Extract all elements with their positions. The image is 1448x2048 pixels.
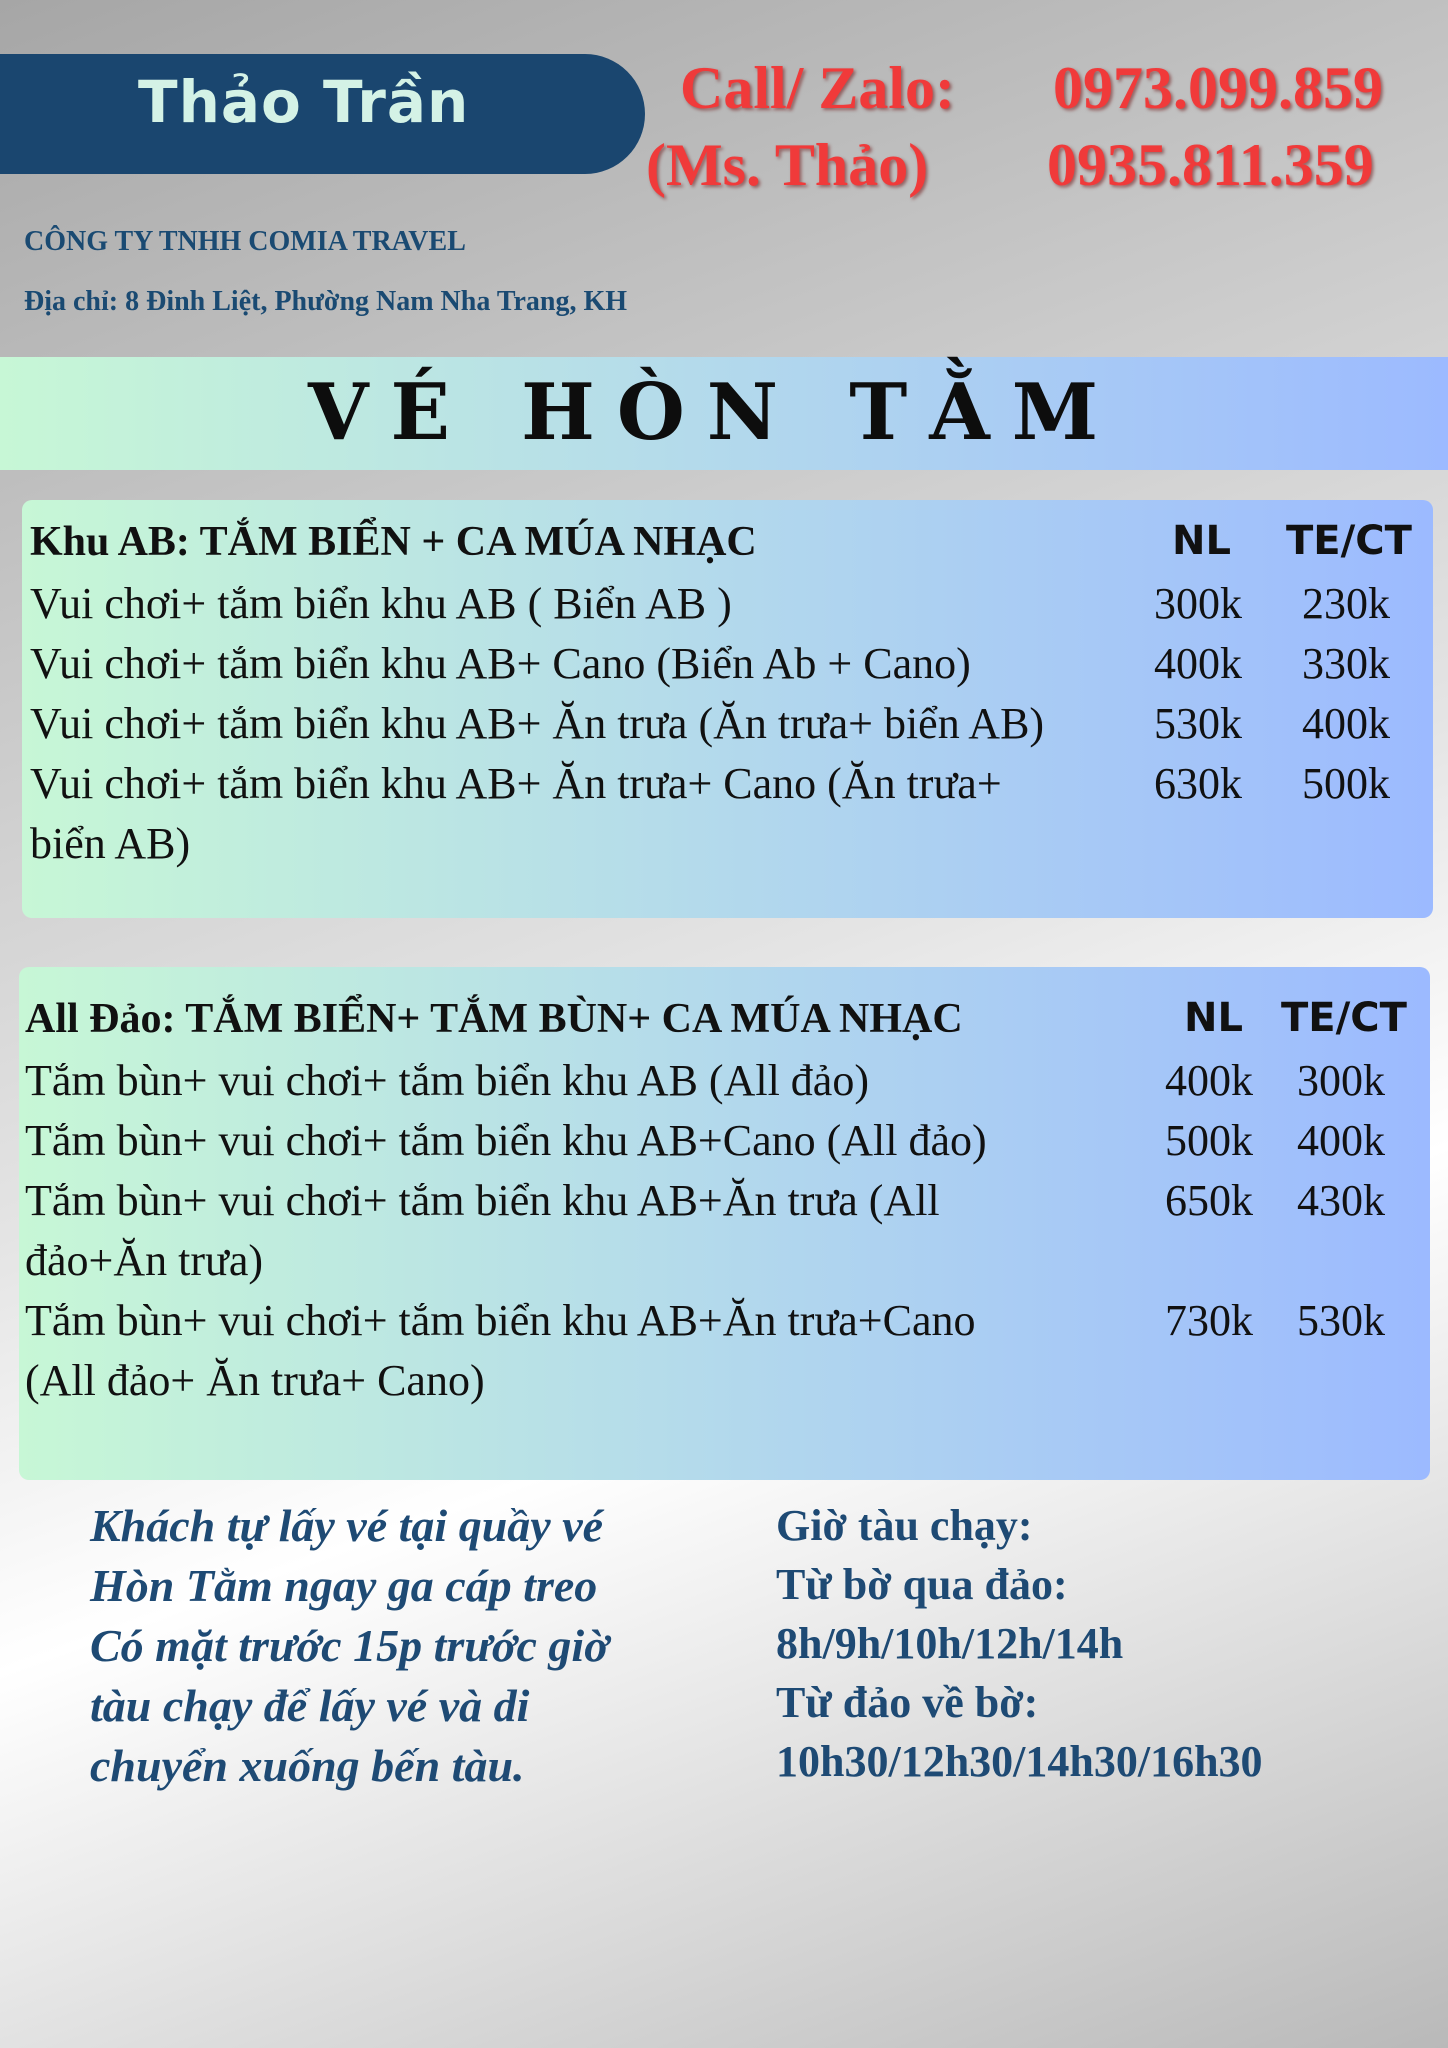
row-description-cont: (All đảo+ Ăn trưa+ Cano)	[25, 1356, 485, 1405]
price-panel-ab	[22, 500, 1433, 918]
price-panel-all-dao	[19, 967, 1430, 1480]
table-row	[19, 1175, 1430, 1235]
price-te: 430k	[1297, 1176, 1385, 1225]
table-header-ab	[22, 518, 1433, 578]
price-nl: 650k	[1165, 1176, 1253, 1225]
phone-number-1[interactable]: 0973.099.859	[1053, 55, 1383, 121]
company-address: Địa chỉ: 8 Đinh Liệt, Phường Nam Nha Trang, KH	[24, 286, 627, 317]
row-description: Vui chơi+ tắm biển khu AB+ Ăn trưa+ Cano (Ăn trưa+	[30, 759, 1002, 808]
outbound-label: Từ bờ qua đảo:	[776, 1560, 1068, 1609]
schedule-title: Giờ tàu chạy:	[776, 1501, 1033, 1550]
row-description: Tắm bùn+ vui chơi+ tắm biển khu AB+Ăn trưa (All	[25, 1176, 940, 1225]
return-times: 10h30/12h30/14h30/16h30	[776, 1737, 1263, 1786]
table-row-continuation	[22, 818, 1433, 878]
row-description: Vui chơi+ tắm biển khu AB ( Biển AB )	[30, 579, 732, 628]
boat-schedule	[776, 1496, 1263, 1791]
company-name: CÔNG TY TNHH COMIA TRAVEL	[24, 226, 466, 257]
note-line: chuyển xuống bến tàu.	[90, 1740, 525, 1791]
row-description: Tắm bùn+ vui chơi+ tắm biển khu AB (All đảo)	[25, 1056, 869, 1105]
table-row	[19, 1055, 1430, 1115]
price-nl: 630k	[1154, 759, 1242, 808]
section-heading-ab: Khu AB: TẮM BIỂN + CA MÚA NHẠC	[30, 519, 757, 565]
price-nl: 300k	[1154, 579, 1242, 628]
column-nl-label: NL	[1184, 995, 1243, 1041]
row-description-cont: biển AB)	[30, 819, 191, 868]
table-row	[22, 578, 1433, 638]
page-title: VÉ HÒN TẰM	[308, 367, 1121, 458]
price-nl: 400k	[1154, 639, 1242, 688]
row-description-cont: đảo+Ăn trưa)	[25, 1236, 264, 1285]
table-row	[22, 638, 1433, 698]
price-te: 330k	[1302, 639, 1390, 688]
price-nl: 500k	[1165, 1116, 1253, 1165]
contact-label: (Ms. Thảo)	[646, 132, 929, 198]
note-line: Có mặt trước 15p trước giờ	[90, 1620, 609, 1671]
column-nl-label: NL	[1172, 518, 1231, 564]
price-te: 230k	[1302, 579, 1390, 628]
table-row-continuation	[19, 1235, 1430, 1295]
column-te-label: TE/CT	[1286, 518, 1412, 564]
note-line: Hòn Tằm ngay ga cáp treo	[90, 1560, 598, 1611]
table-row	[19, 1295, 1430, 1355]
table-row-continuation	[19, 1355, 1430, 1415]
name-banner	[0, 54, 645, 174]
note-line: tàu chạy để lấy vé và di	[90, 1680, 530, 1731]
row-description: Tắm bùn+ vui chơi+ tắm biển khu AB+Cano (All đảo)	[25, 1116, 987, 1165]
table-row	[22, 758, 1433, 818]
table-row	[19, 1115, 1430, 1175]
column-te-label: TE/CT	[1281, 995, 1407, 1041]
price-te: 500k	[1302, 759, 1390, 808]
price-nl: 530k	[1154, 699, 1242, 748]
price-te: 300k	[1297, 1056, 1385, 1105]
price-nl: 400k	[1165, 1056, 1253, 1105]
call-label: Call/ Zalo:	[680, 55, 956, 121]
outbound-times: 8h/9h/10h/12h/14h	[776, 1619, 1124, 1668]
return-label: Từ đảo về bờ:	[776, 1678, 1039, 1727]
price-te: 400k	[1297, 1116, 1385, 1165]
price-te: 400k	[1302, 699, 1390, 748]
table-header-all	[19, 995, 1430, 1055]
table-row	[22, 698, 1433, 758]
price-nl: 730k	[1165, 1296, 1253, 1345]
row-description: Vui chơi+ tắm biển khu AB+ Ăn trưa (Ăn trưa+ biển AB)	[30, 699, 1045, 748]
phone-number-2[interactable]: 0935.811.359	[1047, 132, 1374, 198]
pickup-note	[90, 1496, 730, 1796]
title-band	[0, 357, 1448, 470]
row-description: Tắm bùn+ vui chơi+ tắm biển khu AB+Ăn trưa+Cano	[25, 1296, 976, 1345]
price-te: 530k	[1297, 1296, 1385, 1345]
contact-name: Thảo Trần	[138, 68, 470, 136]
section-heading-all: All Đảo: TẮM BIỂN+ TẮM BÙN+ CA MÚA NHẠC	[25, 996, 963, 1042]
row-description: Vui chơi+ tắm biển khu AB+ Cano (Biển Ab + Cano)	[30, 639, 971, 688]
note-line: Khách tự lấy vé tại quầy vé	[90, 1500, 604, 1551]
